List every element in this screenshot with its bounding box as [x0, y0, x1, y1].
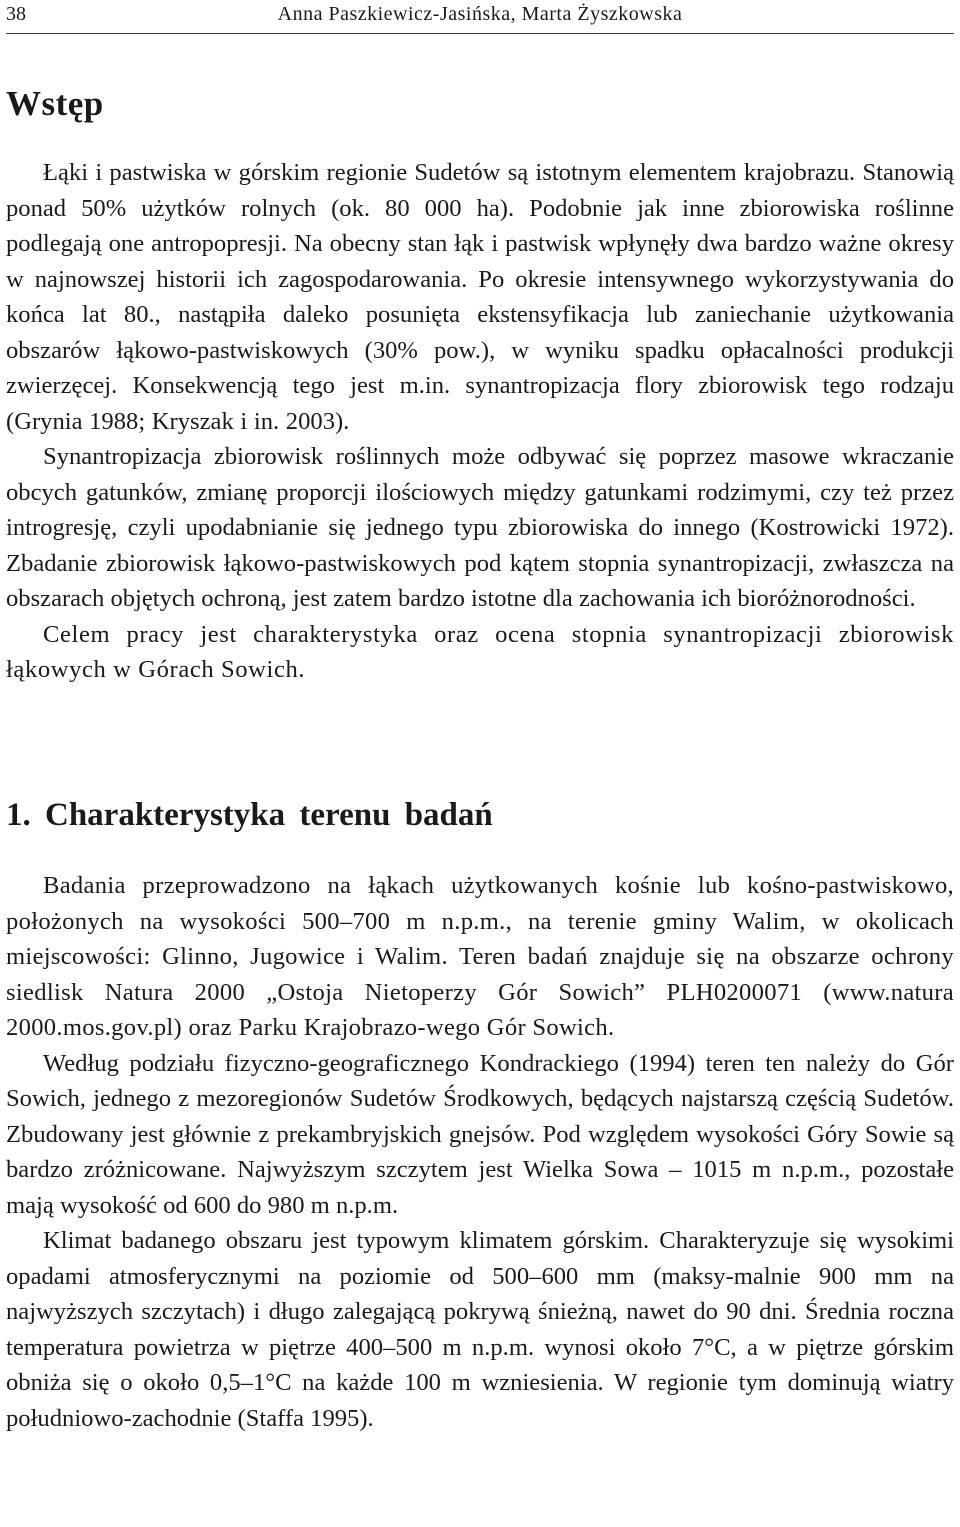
paragraph: Badania przeprowadzono na łąkach użytkowanych kośnie lub kośno-pastwiskowo, położonych na wysokości 500–700 m n.p.m., na terenie gminy Walim, w okolicach miejscowości: Glinno, Jugowice i Walim. Teren badań znajduje się na obszarze ochrony siedlisk Natura 2000 „Ostoja Nietoperzy Gór Sowich” PLH0200071 (www.natura 2000.mos.gov.pl) oraz Parku Krajobrazo-wego Gór Sowich. — [6, 872, 954, 1041]
section-body-intro — [6, 155, 954, 688]
section-title-intro: Wstęp — [6, 84, 104, 123]
running-header — [0, 0, 960, 36]
paragraph: Celem pracy jest charakterystyka oraz ocena stopnia synantropizacji zbiorowisk łąkowych w Górach Sowich. — [6, 620, 954, 683]
paragraph: Klimat badanego obszaru jest typowym klimatem górskim. Charakteryzuje się wysokimi opadami atmosferycznymi na poziomie od 500–600 mm (maksy-malnie 900 mm na najwyższych szczytach) i długo zalegającą pokrywą śnieżną, nawet do 90 dni. Średnia roczna temperatura powietrza w piętrze 400–500 m n.p.m. wynosi około 7°C, a w piętrze górskim obniża się o około 0,5–1°C na każde 100 m wzniesienia. W regionie tym dominują wiatry południowo-zachodnie (Staffa 1995). — [6, 1227, 954, 1432]
section-body-study-area — [6, 868, 954, 1436]
header-divider — [6, 33, 954, 34]
section-title-study-area: 1. Charakterystyka terenu badań — [6, 797, 493, 833]
running-head-authors: Anna Paszkiewicz-Jasińska, Marta Żyszkowska — [277, 3, 683, 25]
paragraph: Synantropizacja zbiorowisk roślinnych może odbywać się poprzez masowe wkraczanie obcych gatunków, zmianę proporcji ilościowych między gatunkami rodzimymi, czy też przez introgresję, czyli upodabnianie się jednego typu zbiorowiska do innego (Kostrowicki 1972). Zbadanie zbiorowisk łąkowo-pastwiskowych pod kątem stopnia synantropizacji, zwłaszcza na obszarach objętych ochroną, jest zatem bardzo istotne dla zachowania ich bioróżnorodności. — [6, 443, 954, 612]
paragraph: Łąki i pastwiska w górskim regionie Sudetów są istotnym elementem krajobrazu. Stanowią ponad 50% użytków rolnych (ok. 80 000 ha). Podobnie jak inne zbiorowiska roślinne podlegają one antropopresji. Na obecny stan łąk i pastwisk wpłynęły dwa bardzo ważne okresy w najnowszej historii ich zagospodarowania. Po okresie intensywnego wykorzystywania do końca lat 80., nastąpiła daleko posunięta ekstensyfikacja lub zaniechanie użytkowania obszarów łąkowo-pastwiskowych (30% pow.), w wyniku spadku opłacalności produkcji zwierzęcej. Konsekwencją tego jest m.in. synantropizacja flory zbiorowisk tego rodzaju (Grynia 1988; Kryszak i in. 2003). — [6, 159, 954, 435]
page-number: 38 — [6, 3, 26, 25]
paragraph: Według podziału fizyczno-geograficznego Kondrackiego (1994) teren ten należy do Gór Sowich, jednego z mezoregionów Sudetów Środkowych, będących najstarszą częścią Sudetów. Zbudowany jest głównie z prekambryjskich gnejsów. Pod względem wysokości Góry Sowie są bardzo zróżnicowane. Najwyższym szczytem jest Wielka Sowa – 1015 m n.p.m., pozostałe mają wysokość od 600 do 980 m n.p.m. — [6, 1049, 954, 1219]
